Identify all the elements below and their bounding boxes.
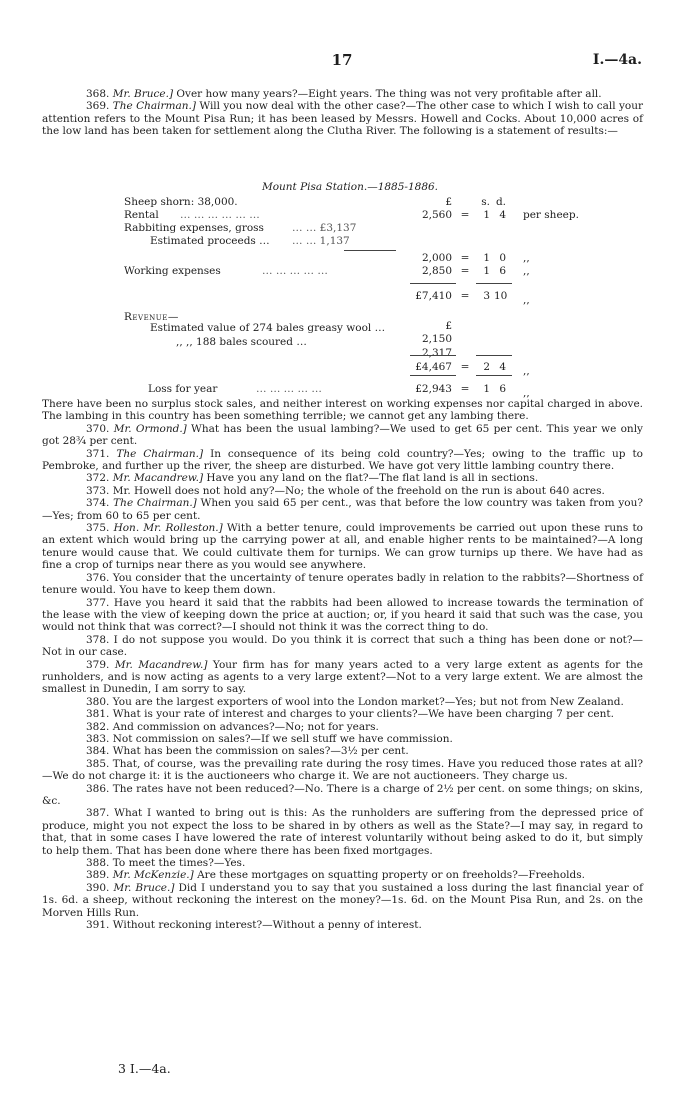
question-text: What I wanted to bring out is this: As the runholders are suffering from the depressed price of produce, might you not expect the loss to be shared in by others as well as the State?—I may say, in regard to that, that in some cases I have lowered the rate of interest voluntarily without being asked to do it, but simply to help them. That has been done where there has been fixed mortgages.: [42, 807, 643, 857]
revenue-label: Revenue—: [124, 311, 179, 323]
question-number: 380.: [86, 695, 110, 708]
row-equals: =: [460, 252, 470, 264]
question-number: 385.: [86, 757, 110, 770]
question-number: 382.: [86, 720, 110, 733]
speaker-name: The Chairman.]: [116, 447, 204, 460]
question-paragraph: [42, 708, 643, 720]
row-note: ,,: [523, 387, 530, 399]
question-text: That, of course, was the prevailing rate during the rosy times. Have you reduced those rates at all?—We do not charge it: it is the auctioneers who charge it. We are not auctioneers. They charge us.: [42, 757, 643, 783]
question-paragraph: [42, 398, 643, 423]
question-paragraph: [42, 497, 643, 522]
question-number: 384.: [86, 745, 110, 758]
loss-rule: [410, 375, 456, 376]
question-number: 388.: [86, 857, 110, 870]
question-paragraph: [42, 100, 643, 137]
speaker-name: The Chairman.]: [113, 497, 197, 510]
question-number: 377.: [86, 596, 110, 609]
question-paragraph: [42, 807, 643, 857]
row-amount: 2,150: [421, 333, 452, 345]
question-paragraph: [42, 696, 643, 708]
question-number: 371.: [86, 447, 110, 460]
speaker-name: The Chairman.]: [112, 100, 196, 113]
question-paragraph: [42, 634, 643, 659]
question-paragraph: [42, 472, 643, 484]
question-text: In consequence of its being cold country?—Yes; owing to the traffic up to Pembroke, and further up the river, the sheep are disturbed. We have got very little lambing country there.: [42, 447, 643, 473]
speaker-name: Hon. Mr. Rolleston.]: [113, 522, 223, 535]
row-note: ,,: [523, 365, 530, 377]
question-paragraph: [42, 88, 643, 100]
col-head-d: d.: [495, 196, 506, 208]
page-header: [42, 51, 642, 74]
question-text: The rates have not been reduced?—No. There is a charge of 2½ per cent. on some things; on skins, &c.: [42, 782, 643, 807]
question-paragraph: [42, 745, 643, 757]
speaker-name: Mr. Macandrew.]: [114, 658, 208, 671]
question-text: When you said 65 per cent., was that before the low country was taken from you?—Yes; from 60 to 65 per cent.: [42, 497, 644, 522]
revenue-rule-sd: [476, 355, 512, 356]
row-shillings: 2: [483, 361, 490, 373]
sheep-shorn: Sheep shorn: 38,000.: [124, 196, 238, 208]
paragraphs-top: [42, 88, 643, 138]
row-label: Loss for year: [148, 383, 218, 395]
total-revenue-row: [0, 361, 700, 377]
question-text: Your firm has for many years acted to a very large extent as agents for the runholders, and is now acting as agents to a very large extent?—Not to a very large extent. We are almost the smallest in Dunedin, I am sorry to say.: [42, 658, 643, 696]
row-amount: 2,850: [421, 265, 452, 277]
row-amount: £7,410: [415, 290, 452, 302]
question-text: There have been no surplus stock sales, and neither interest on working expenses nor capital charged in above. The lambing in this country has been something terrible; we cannot get any lambing there.: [42, 398, 643, 423]
row-amount: 2,000: [421, 252, 452, 264]
question-text: Did I understand you to say that you sustained a loss during the last financial year of 1s. 6d. a sheep, without reckoning the interest on the money?—1s. 6d. on the Mount Pisa Run, and 2s. on the Morven Hills Run.: [42, 881, 644, 919]
question-number: 372.: [86, 472, 110, 485]
row-pence: 6: [499, 383, 506, 395]
question-paragraph: [42, 423, 643, 448]
question-paragraph: [42, 758, 643, 783]
row-label: Rabbiting expenses, gross: [124, 222, 264, 234]
loss-rule-sd: [476, 375, 512, 376]
row-label: Estimated value of 274 bales greasy wool …: [150, 322, 386, 334]
question-paragraph: [42, 448, 643, 473]
question-text: What is your rate of interest and charges to your clients?—We have been charging 7 per cent.: [112, 708, 614, 721]
row-label: Working expenses: [124, 265, 221, 277]
row-equals: =: [460, 290, 470, 302]
question-text: You are the largest exporters of wool into the London market?—Yes; but not from New Zealand.: [112, 695, 624, 708]
question-number: 369.: [86, 100, 110, 113]
row-amount: 2,560: [421, 209, 452, 221]
row-equals: =: [460, 383, 470, 395]
row-amount: 2,317: [421, 347, 452, 359]
question-text: Over how many years?—Eight years. The thing was not very profitable after all.: [173, 88, 602, 100]
question-paragraph: [42, 522, 643, 572]
total-expenses-row: [0, 290, 700, 306]
row-shillings: 1: [483, 383, 490, 395]
question-number: 379.: [86, 658, 110, 671]
question-text: And commission on advances?—No; not for years.: [112, 720, 379, 733]
question-text: To meet the times?—Yes.: [112, 857, 246, 870]
paragraphs-bottom: [42, 398, 643, 931]
question-paragraph: [42, 882, 643, 919]
question-text: What has been the commission on sales?—3½ per cent.: [112, 745, 409, 758]
question-text: Will you now deal with the other case?—The other case to which I wish to call your attention refers to the Mount Pisa Run; it has been leased by Messrs. Howell and Cocks. About 10,000 acres of the low land has been taken for settlement along the Clutha River. The following is a statement of results:—: [42, 100, 644, 138]
question-paragraph: [42, 857, 643, 869]
row-note: ,,: [523, 265, 530, 277]
row-label: Rental: [124, 209, 159, 221]
speaker-name: Mr. Macandrew.]: [112, 472, 204, 485]
question-number: 391.: [86, 919, 110, 932]
question-text: Are these mortgages on squatting property or on freeholds?—Freeholds.: [193, 869, 585, 882]
speaker-name: Mr. Bruce.]: [112, 88, 174, 100]
row-equals: =: [460, 265, 470, 277]
question-number: 370.: [86, 422, 110, 435]
question-paragraph: [42, 597, 643, 634]
question-text: What has been the usual lambing?—We used to get 65 per cent. This year we only got 28¾ per cent.: [42, 422, 643, 448]
row-label: Estimated proceeds …: [150, 235, 270, 247]
row-dots: … … … … …: [262, 265, 328, 277]
row-shillings: 3: [483, 290, 490, 302]
row-pence: 0: [499, 252, 506, 264]
page-number: 17: [331, 51, 353, 69]
total-rule: [410, 283, 456, 284]
loss-row: [0, 383, 700, 399]
question-text: Not commission on sales?—If we sell stuff we have commission.: [112, 732, 453, 745]
row-dots: … … £3,137: [292, 222, 357, 234]
row-label: ,, ,, 188 bales scoured …: [176, 336, 307, 348]
total-rule-sd: [476, 283, 512, 284]
question-text: Mr. Howell does not hold any?—No; the whole of the freehold on the run is about 640 acres.: [112, 484, 605, 497]
question-text: Without reckoning interest?—Without a penny of interest.: [112, 919, 422, 932]
working-expenses-row: [0, 265, 700, 278]
question-number: 375.: [86, 522, 110, 535]
question-paragraph: [42, 733, 643, 745]
estimated-proceeds-row: [0, 235, 700, 248]
question-paragraph: [42, 485, 643, 497]
row-pence: 10: [494, 290, 508, 302]
question-text: With a better tenure, could improvements be carried out upon these runs to an extent which would bring up the carrying power at all, and enable higher rents to be maintained?—A long tenure would cause that. We could cultivate them for turnips. We can grow turnips up there. We have had as fine a crop of turnips near there as you would see anywhere.: [42, 522, 643, 572]
speaker-name: Mr. Bruce.]: [113, 881, 175, 894]
question-text: I do not suppose you would. Do you think it is correct that such a thing has been done or not?—Not in our case.: [42, 633, 643, 659]
question-text: Have you heard it said that the rabbits had been allowed to increase towards the termination of the lease with the view of keeping down the price at auction; or, if you heard it said that such was the case, you would not think that was correct?—I should not think it was the correct thing to do.: [42, 596, 643, 634]
question-number: 381.: [86, 708, 110, 721]
revenue-rule: [410, 355, 456, 356]
question-paragraph: [42, 869, 643, 881]
question-paragraph: [42, 572, 643, 597]
speaker-name: Mr. Ormond.]: [113, 422, 187, 435]
document-reference: I.—4a.: [592, 52, 642, 68]
question-text: You consider that the uncertainty of tenure operates badly in relation to the rabbits?—Shortness of tenure would. You have to keep them down.: [42, 571, 643, 597]
row-pence: 6: [499, 265, 506, 277]
question-number: 387.: [86, 807, 110, 820]
question-text: Have you any land on the flat?—The flat land is all in sections.: [203, 472, 539, 485]
printer-signature: 3 I.—4a.: [118, 1061, 171, 1076]
subtotal-rule: [344, 250, 396, 251]
question-number: 374.: [86, 497, 110, 510]
row-shillings: 1: [483, 265, 490, 277]
row-pence: 4: [499, 209, 506, 221]
question-paragraph: [42, 721, 643, 733]
row-shillings: 1: [483, 209, 490, 221]
rabbiting-net-row: [0, 252, 700, 265]
question-number: 378.: [86, 633, 110, 646]
question-number: 373.: [86, 484, 110, 497]
question-number: 389.: [86, 869, 110, 882]
row-amount: £4,467: [415, 361, 452, 373]
row-equals: =: [460, 209, 470, 221]
speaker-name: Mr. McKenzie.]: [112, 869, 194, 882]
question-number: 376.: [86, 571, 110, 584]
row-shillings: 1: [483, 252, 490, 264]
question-number: 383.: [86, 732, 110, 745]
row-note: per sheep.: [523, 209, 579, 221]
question-number: 386.: [86, 782, 110, 795]
row-dots: … … … … … …: [180, 209, 260, 221]
question-number: 368.: [86, 88, 110, 100]
revenue-pound-sign: £: [445, 320, 452, 332]
rental-row: [0, 209, 700, 222]
col-head-pound: £: [445, 196, 452, 208]
row-equals: =: [460, 361, 470, 373]
question-paragraph: [42, 919, 643, 931]
question-paragraph: [42, 659, 643, 696]
question-paragraph: [42, 783, 643, 808]
row-amount: £2,943: [415, 383, 452, 395]
row-dots: … … 1,137: [292, 235, 350, 247]
question-number: 390.: [86, 881, 110, 894]
row-dots: … … … … …: [256, 383, 322, 395]
row-note: ,,: [523, 252, 530, 264]
rabbiting-row: [0, 222, 700, 235]
row-note: ,,: [523, 294, 530, 306]
table-title: Mount Pisa Station.—1885-1886.: [261, 181, 439, 193]
scoured-amount-row: [0, 347, 700, 360]
row-pence: 4: [499, 361, 506, 373]
table-head-row: [0, 196, 700, 209]
col-head-s: s.: [481, 196, 490, 208]
